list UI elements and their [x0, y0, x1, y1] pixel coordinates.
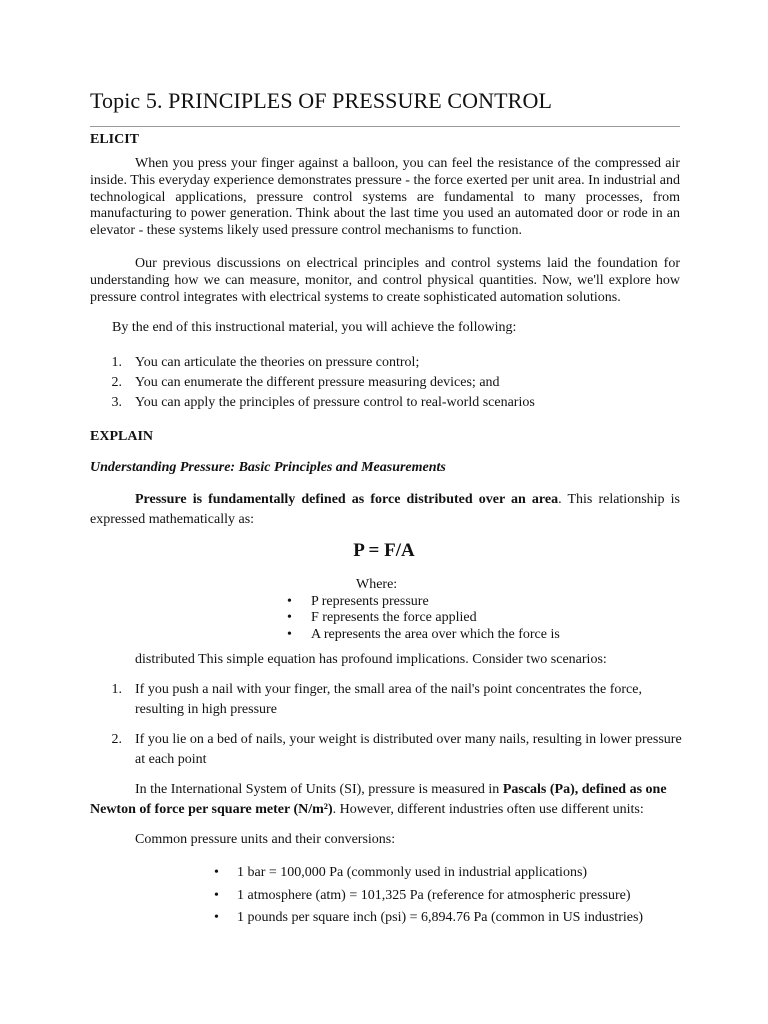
- objectives-intro: By the end of this instructional material, you will achieve the following:: [112, 320, 517, 335]
- list-item: 1 atmosphere (atm) = 101,325 Pa (reference for atmospheric pressure): [237, 888, 631, 903]
- list-number: 3.: [111, 395, 122, 410]
- bullet-icon: •: [287, 627, 292, 642]
- list-number: 1.: [111, 682, 122, 697]
- bullet-icon: •: [214, 910, 219, 925]
- definition-rest: . This relationship is expressed mathematically as:: [90, 492, 680, 527]
- list-item: F represents the force applied: [311, 610, 477, 625]
- list-item-continuation: at each point: [135, 752, 207, 767]
- where-label: Where:: [356, 577, 398, 592]
- list-item-continuation: resulting in high pressure: [135, 702, 277, 717]
- bullet-icon: •: [214, 888, 219, 903]
- elicit-paragraph-2: Our previous discussions on electrical principles and control systems laid the foundation for understanding how we can measure, monitor, and control physical quantities. Now, we'll explore how pressure control integrates with electrical systems to create sophisticated automation solutions.: [90, 256, 680, 305]
- list-item: A represents the area over which the force is: [311, 627, 560, 642]
- si-text: In the International System of Units (SI), pressure is measured in: [135, 782, 503, 797]
- list-item: You can apply the principles of pressure control to real-world scenarios: [135, 395, 535, 410]
- pressure-formula: P = F/A: [353, 540, 415, 561]
- bullet-icon: •: [287, 594, 292, 609]
- si-bold: Pascals (Pa), defined as one: [502, 782, 667, 797]
- list-item: If you lie on a bed of nails, your weight is distributed over many nails, resulting in lower pressure: [135, 732, 682, 747]
- explain-heading: EXPLAIN: [90, 429, 154, 444]
- list-item: 1 bar = 100,000 Pa (commonly used in industrial applications): [237, 865, 588, 880]
- si-bold-unit: Newton of force per square meter (N/m²): [90, 802, 333, 817]
- title-divider: [90, 126, 680, 127]
- si-line-1: [135, 782, 667, 798]
- definition-bold: Pressure is fundamentally defined as force distributed over an area: [135, 492, 559, 507]
- list-number: 2.: [111, 375, 122, 390]
- bullet-icon: •: [287, 610, 292, 625]
- list-item: 1 pounds per square inch (psi) = 6,894.76 Pa (common in US industries): [237, 910, 644, 925]
- section-subheading: Understanding Pressure: Basic Principles and Measurements: [90, 460, 446, 475]
- page-title: Topic 5. PRINCIPLES OF PRESSURE CONTROL: [90, 88, 552, 113]
- definition-paragraph: [90, 490, 680, 530]
- list-number: 1.: [111, 355, 122, 370]
- si-line-2: [90, 802, 644, 818]
- units-intro: Common pressure units and their conversions:: [135, 832, 396, 847]
- list-item: You can enumerate the different pressure measuring devices; and: [135, 375, 500, 390]
- list-item: You can articulate the theories on pressure control;: [135, 355, 420, 370]
- continuation-text: distributed This simple equation has profound implications. Consider two scenarios:: [135, 652, 607, 667]
- list-item: If you push a nail with your finger, the small area of the nail's point concentrates the force,: [135, 682, 642, 697]
- elicit-heading: ELICIT: [90, 132, 140, 147]
- elicit-paragraph-1: When you press your finger against a balloon, you can feel the resistance of the compressed air inside. This everyday experience demonstrates pressure - the force exerted per unit area. In industrial and technological applications, pressure control systems are fundamental to many processes, from manufacturing to power generation. Think about the last time you used an automated door or rode in an elevator - these systems likely used pressure control mechanisms to function.: [90, 156, 680, 239]
- list-item: P represents pressure: [311, 594, 429, 609]
- bullet-icon: •: [214, 865, 219, 880]
- list-number: 2.: [111, 732, 122, 747]
- si-text-rest: . However, different industries often use different units:: [332, 802, 644, 817]
